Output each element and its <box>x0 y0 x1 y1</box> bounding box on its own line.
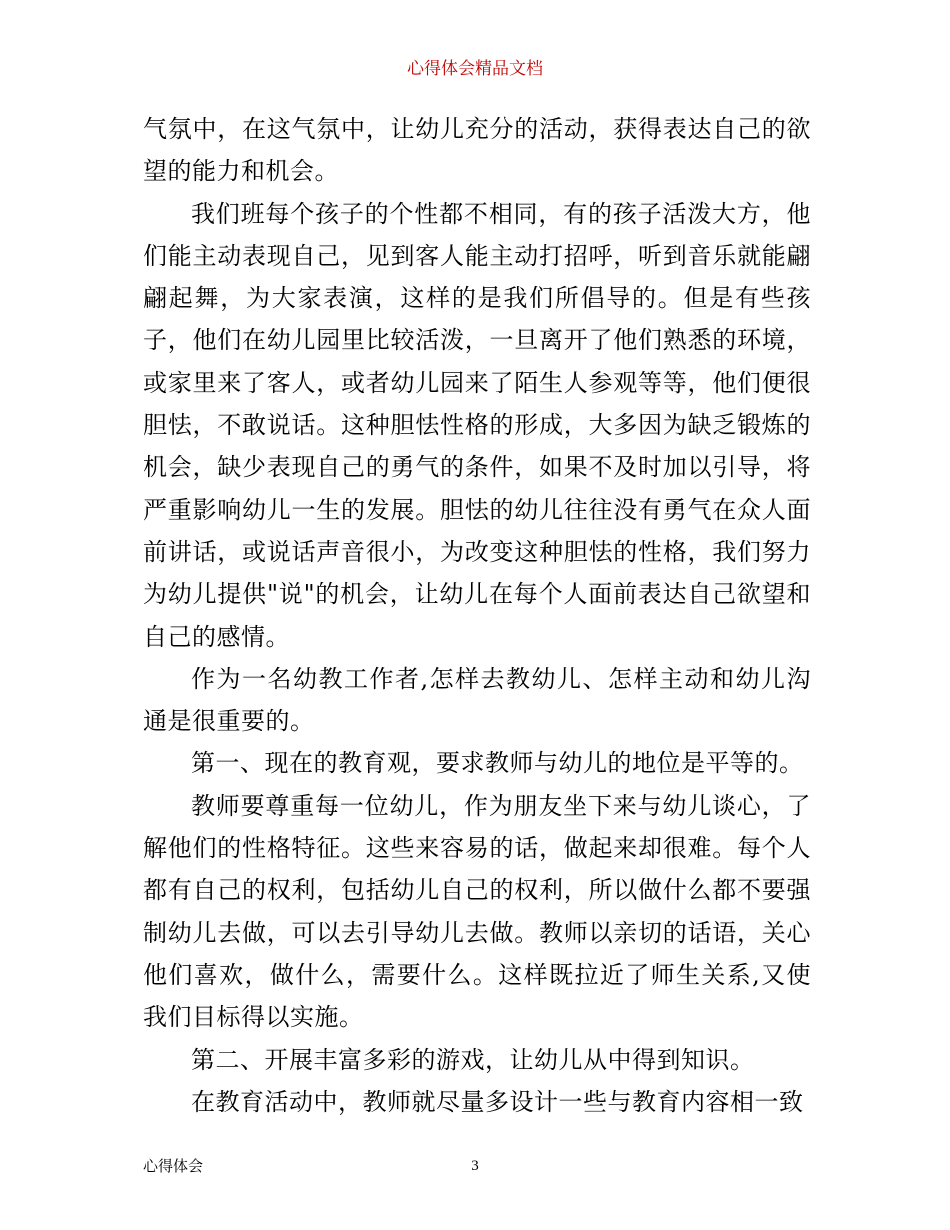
paragraph-children-personality: 我们班每个孩子的个性都不相同，有的孩子活泼大方，他们能主动表现自己，见到客人能主动打招呼，听到音乐就能翩翩起舞，为大家表演，这样的是我们所倡导的。但是有些孩子，他们在幼儿园里比较活泼，一旦离开了他们熟悉的环境，或家里来了客人，或者幼儿园来了陌生人参观等等，他们便很胆怯，不敢说话。这种胆怯性格的形成，大多因为缺乏锻炼的机会，缺少表现自己的勇气的条件，如果不及时加以引导，将严重影响幼儿一生的发展。胆怯的幼儿往往没有勇气在众人面前讲话，或说话声音很小，为改变这种胆怯的性格，我们努力为幼儿提供"说"的机会，让幼儿在每个人面前表达自己欲望和自己的感情。 <box>143 199 811 651</box>
paragraph-respect-children: 教师要尊重每一位幼儿，作为朋友坐下来与幼儿谈心，了解他们的性格特征。这些来容易的话，做起来却很难。每个人都有自己的权利，包括幼儿自己的权利，所以做什么都不要强制幼儿去做，可以去引导幼儿去做。教师以亲切的话语，关心他们喜欢，做什么，需要什么。这样既拉近了师生关系,又使我们目标得以实施。 <box>143 791 811 1032</box>
paragraph-continuation: 气氛中，在这气氛中，让幼儿充分的活动，获得表达自己的欲望的能力和机会。 <box>143 115 811 186</box>
page-number: 3 <box>471 1158 479 1174</box>
page-footer-label: 心得体会 <box>143 1157 204 1175</box>
page-header-title: 心得体会精品文档 <box>407 59 543 79</box>
paragraph-education-activities: 在教育活动中，教师就尽量多设计一些与教育内容相一致 <box>191 1087 804 1116</box>
document-body <box>143 108 811 1123</box>
paragraph-teacher-role: 作为一名幼教工作者,怎样去教幼儿、怎样主动和幼儿沟通是很重要的。 <box>143 664 811 736</box>
paragraph-point-two: 第二、开展丰富多彩的游戏，让幼儿从中得到知识。 <box>191 1045 755 1074</box>
paragraph-point-one: 第一、现在的教育观，要求教师与幼儿的地位是平等的。 <box>191 749 804 778</box>
